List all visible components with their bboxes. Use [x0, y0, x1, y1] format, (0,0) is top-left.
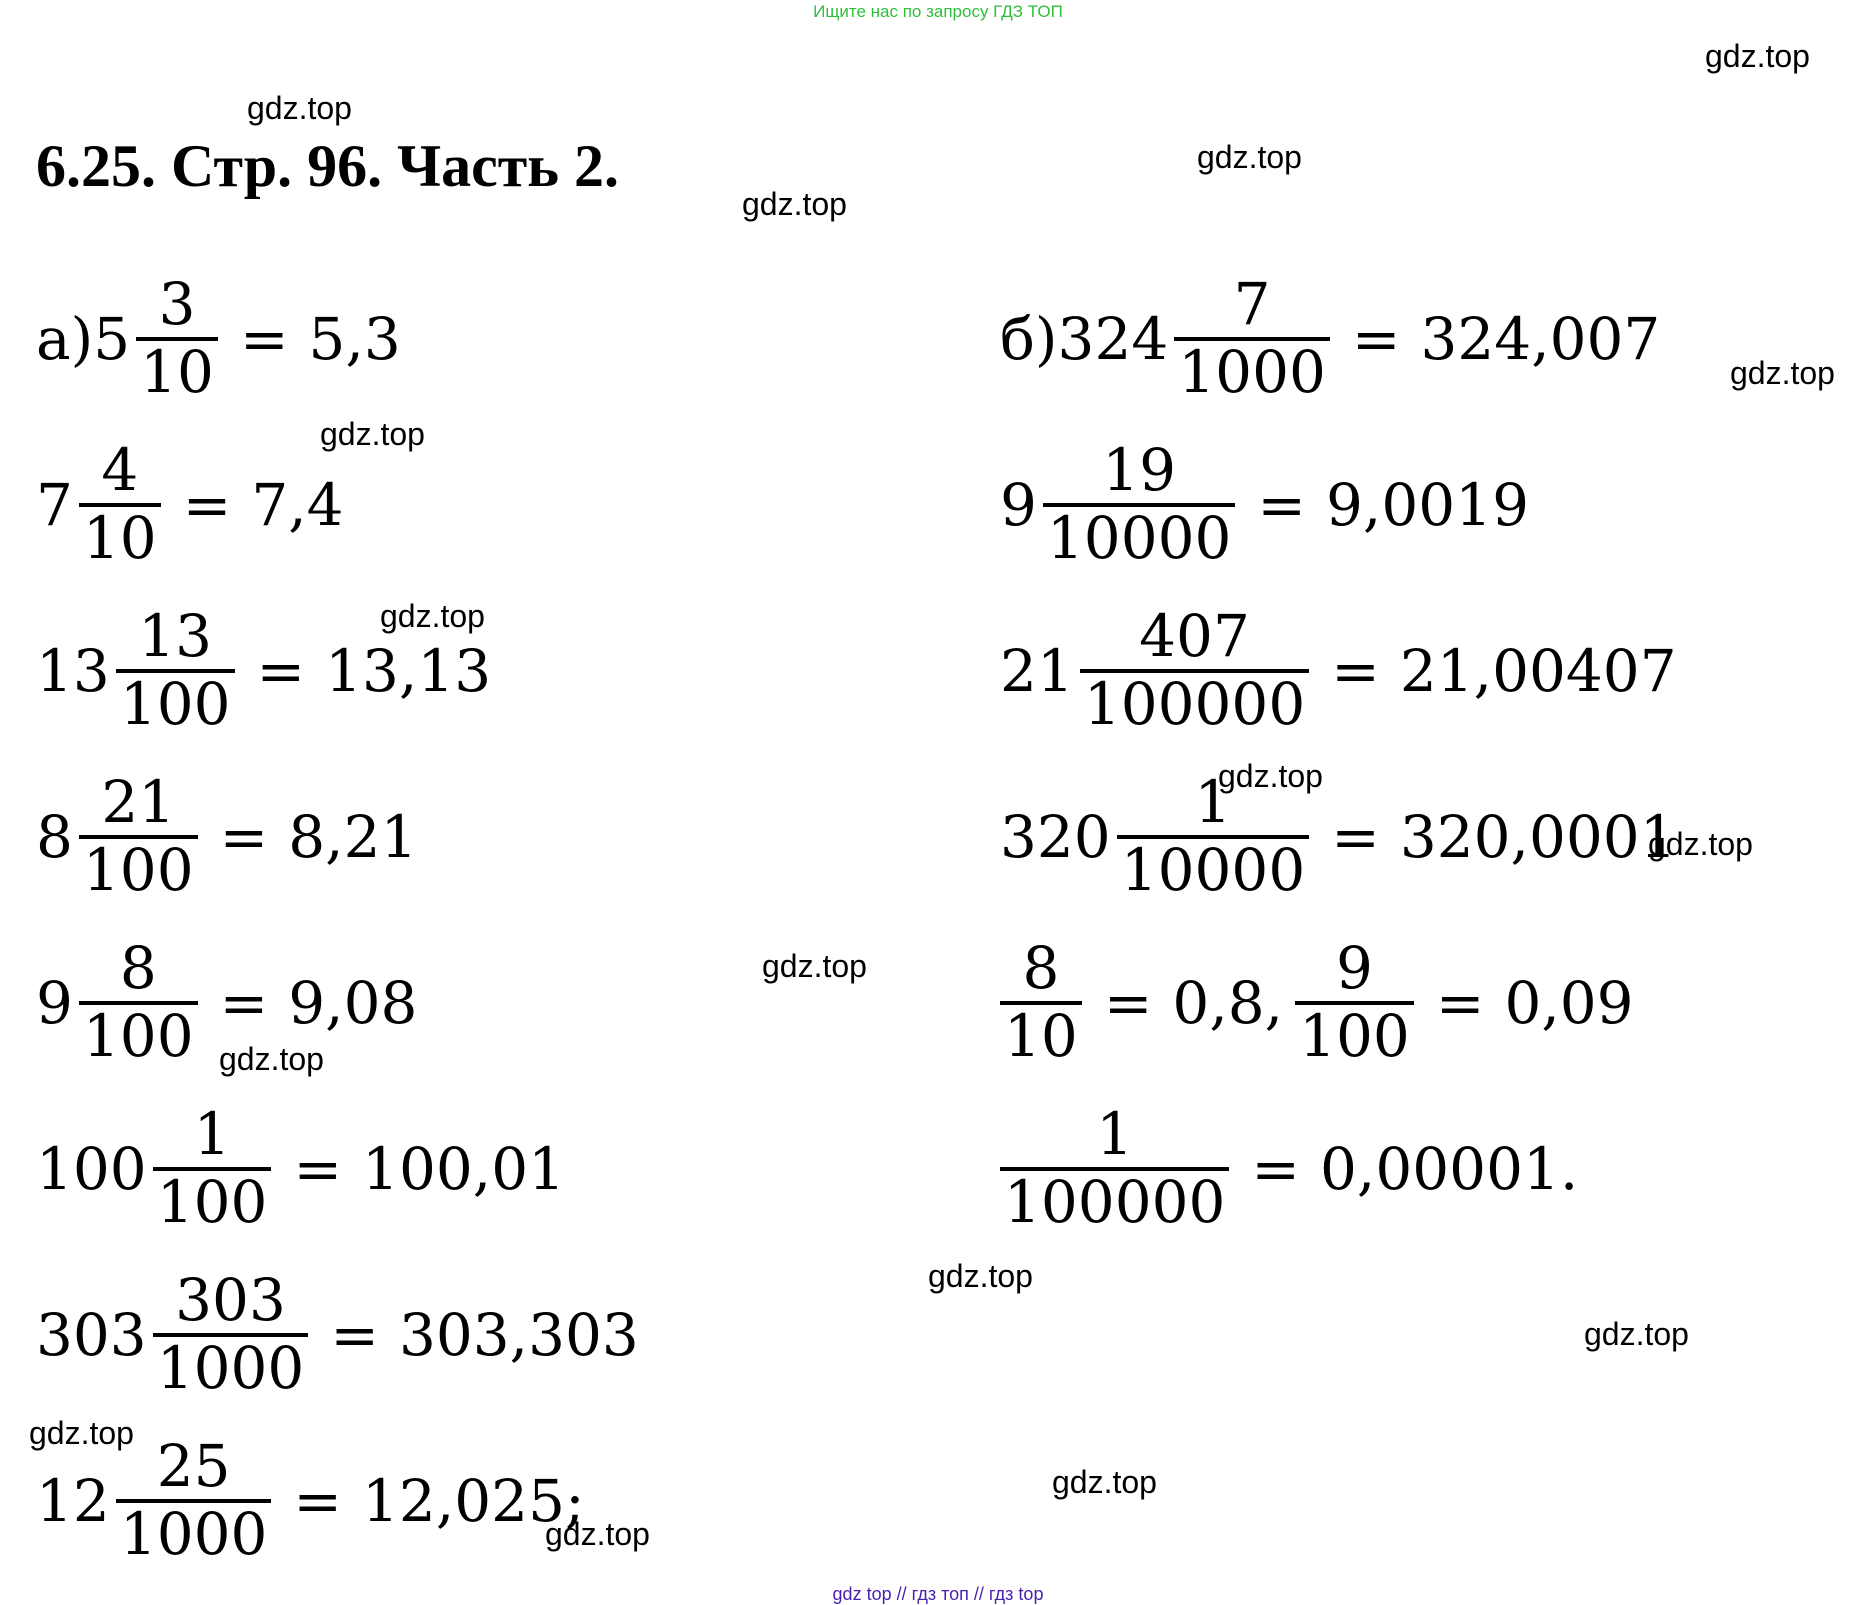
- watermark: gdz.top: [928, 1258, 1033, 1294]
- decimal-result: 9,0019: [1326, 471, 1529, 539]
- watermark: gdz.top: [380, 598, 485, 634]
- watermark: gdz.top: [219, 1041, 324, 1077]
- mixed-whole: 9: [36, 969, 73, 1037]
- fraction: [1080, 602, 1309, 738]
- mixed-whole: 320: [1000, 803, 1111, 871]
- numerator: 13: [138, 602, 213, 671]
- fraction: [1043, 436, 1236, 572]
- fraction: [153, 1266, 309, 1402]
- numerator: 3: [158, 270, 196, 339]
- watermark: gdz.top: [1705, 38, 1810, 74]
- equals-sign: =: [256, 637, 306, 705]
- numerator: 8: [1022, 934, 1060, 1003]
- denominator: 1000: [1178, 338, 1326, 406]
- equals-sign: =: [1103, 969, 1153, 1037]
- mixed-whole: 7: [36, 471, 73, 539]
- mixed-whole: 21: [1000, 637, 1074, 705]
- fraction: [1295, 934, 1414, 1070]
- equals-sign: =: [1435, 969, 1485, 1037]
- equals-sign: =: [293, 1135, 343, 1203]
- decimal-result: 0,8,: [1172, 969, 1284, 1037]
- fraction: [1000, 934, 1082, 1070]
- mixed-whole: 8: [36, 803, 73, 871]
- fraction: [1174, 270, 1330, 406]
- fraction: [116, 1432, 272, 1568]
- equation-prefix: а): [36, 305, 94, 373]
- watermark: gdz.top: [1584, 1316, 1689, 1352]
- equation-a4: [36, 754, 417, 920]
- equation-b2: [1000, 422, 1529, 588]
- watermark: gdz.top: [1052, 1464, 1157, 1500]
- equation-b1: [1000, 256, 1660, 422]
- denominator: 10000: [1046, 504, 1232, 572]
- fraction: [153, 1100, 272, 1236]
- denominator: 1000: [119, 1500, 268, 1568]
- watermark: gdz.top: [742, 186, 847, 222]
- watermark: gdz.top: [247, 90, 352, 126]
- equals-sign: =: [239, 305, 289, 373]
- denominator: 10: [1004, 1002, 1078, 1070]
- watermark: gdz.top: [545, 1516, 650, 1552]
- mixed-whole: 324: [1057, 305, 1169, 373]
- decimal-result: 0,09: [1504, 969, 1634, 1037]
- fraction: [136, 270, 218, 406]
- watermark: gdz.top: [29, 1415, 134, 1451]
- decimal-result: 324,007: [1420, 305, 1661, 373]
- equation-a7: [36, 1252, 639, 1418]
- equation-a6: [36, 1086, 565, 1252]
- denominator: 100: [1299, 1002, 1410, 1070]
- equals-sign: =: [182, 471, 232, 539]
- numerator: 7: [1233, 270, 1271, 339]
- equation-prefix: б): [1000, 305, 1058, 373]
- watermark: gdz.top: [1648, 826, 1753, 862]
- denominator: 10: [82, 504, 157, 572]
- fraction: [1117, 768, 1310, 904]
- fraction: [79, 934, 198, 1070]
- numerator: 407: [1139, 602, 1250, 671]
- watermark: gdz.top: [1218, 758, 1323, 794]
- equals-sign: =: [219, 969, 269, 1037]
- watermark: gdz.top: [762, 948, 867, 984]
- equals-sign: =: [1251, 1135, 1301, 1203]
- denominator: 100: [156, 1168, 268, 1236]
- equals-sign: =: [293, 1467, 343, 1535]
- denominator: 100: [82, 836, 194, 904]
- decimal-result: 0,00001.: [1320, 1135, 1579, 1203]
- numerator: 303: [175, 1266, 286, 1335]
- watermark: gdz.top: [320, 416, 425, 452]
- decimal-result: 12,025;: [362, 1467, 585, 1535]
- numerator: 9: [1336, 934, 1373, 1003]
- mixed-whole: 5: [93, 305, 131, 373]
- equals-sign: =: [1331, 637, 1380, 705]
- numerator: 1: [1194, 768, 1232, 837]
- equation-a5: [36, 920, 417, 1086]
- decimal-result: 13,13: [325, 637, 492, 705]
- mixed-whole: 303: [36, 1301, 147, 1369]
- denominator: 100: [82, 1002, 194, 1070]
- equation-b6: [1000, 1086, 1578, 1252]
- denominator: 10000: [1120, 836, 1306, 904]
- watermark: gdz.top: [1197, 139, 1302, 175]
- equation-a3: [36, 588, 491, 754]
- decimal-result: 320,0001: [1399, 803, 1677, 871]
- equation-b5: [1000, 920, 1634, 1086]
- mixed-whole: 100: [36, 1135, 147, 1203]
- equals-sign: =: [1351, 305, 1401, 373]
- numerator: 21: [101, 768, 176, 837]
- mixed-whole: 13: [36, 637, 110, 705]
- equation-a1: [36, 256, 401, 422]
- numerator: 25: [156, 1432, 231, 1501]
- equals-sign: =: [1257, 471, 1307, 539]
- numerator: 1: [193, 1100, 231, 1169]
- denominator: 10: [140, 338, 214, 406]
- mixed-whole: 12: [36, 1467, 110, 1535]
- numerator: 1: [1096, 1100, 1134, 1169]
- denominator: 100: [119, 670, 231, 738]
- top-banner: Ищите нас по запросу ГДЗ ТОП: [813, 2, 1063, 21]
- page-title: 6.25. Стр. 96. Часть 2.: [36, 133, 619, 199]
- equals-sign: =: [330, 1301, 379, 1369]
- equation-b4: [1000, 754, 1677, 920]
- fraction: [1000, 1100, 1229, 1236]
- decimal-result: 303,303: [398, 1301, 639, 1369]
- numerator: 19: [1102, 436, 1177, 505]
- denominator: 100000: [1083, 670, 1306, 738]
- equals-sign: =: [219, 803, 269, 871]
- footer-links: gdz top // гдз топ // гдз top: [832, 1584, 1044, 1604]
- decimal-result: 9,08: [288, 969, 418, 1037]
- fraction: [116, 602, 235, 738]
- equation-b3: [1000, 588, 1677, 754]
- numerator: 4: [101, 436, 139, 505]
- fraction: [79, 768, 198, 904]
- denominator: 100000: [1004, 1168, 1226, 1236]
- equals-sign: =: [1331, 803, 1380, 871]
- watermark: gdz.top: [1730, 355, 1835, 391]
- decimal-result: 21,00407: [1399, 637, 1677, 705]
- equation-a2: [36, 422, 344, 588]
- decimal-result: 8,21: [288, 803, 418, 871]
- decimal-result: 100,01: [362, 1135, 565, 1203]
- fraction: [79, 436, 161, 572]
- numerator: 8: [119, 934, 157, 1003]
- mixed-whole: 9: [1000, 471, 1037, 539]
- equation-a8: [36, 1418, 585, 1584]
- decimal-result: 7,4: [251, 471, 344, 539]
- decimal-result: 5,3: [308, 305, 401, 373]
- denominator: 1000: [156, 1334, 305, 1402]
